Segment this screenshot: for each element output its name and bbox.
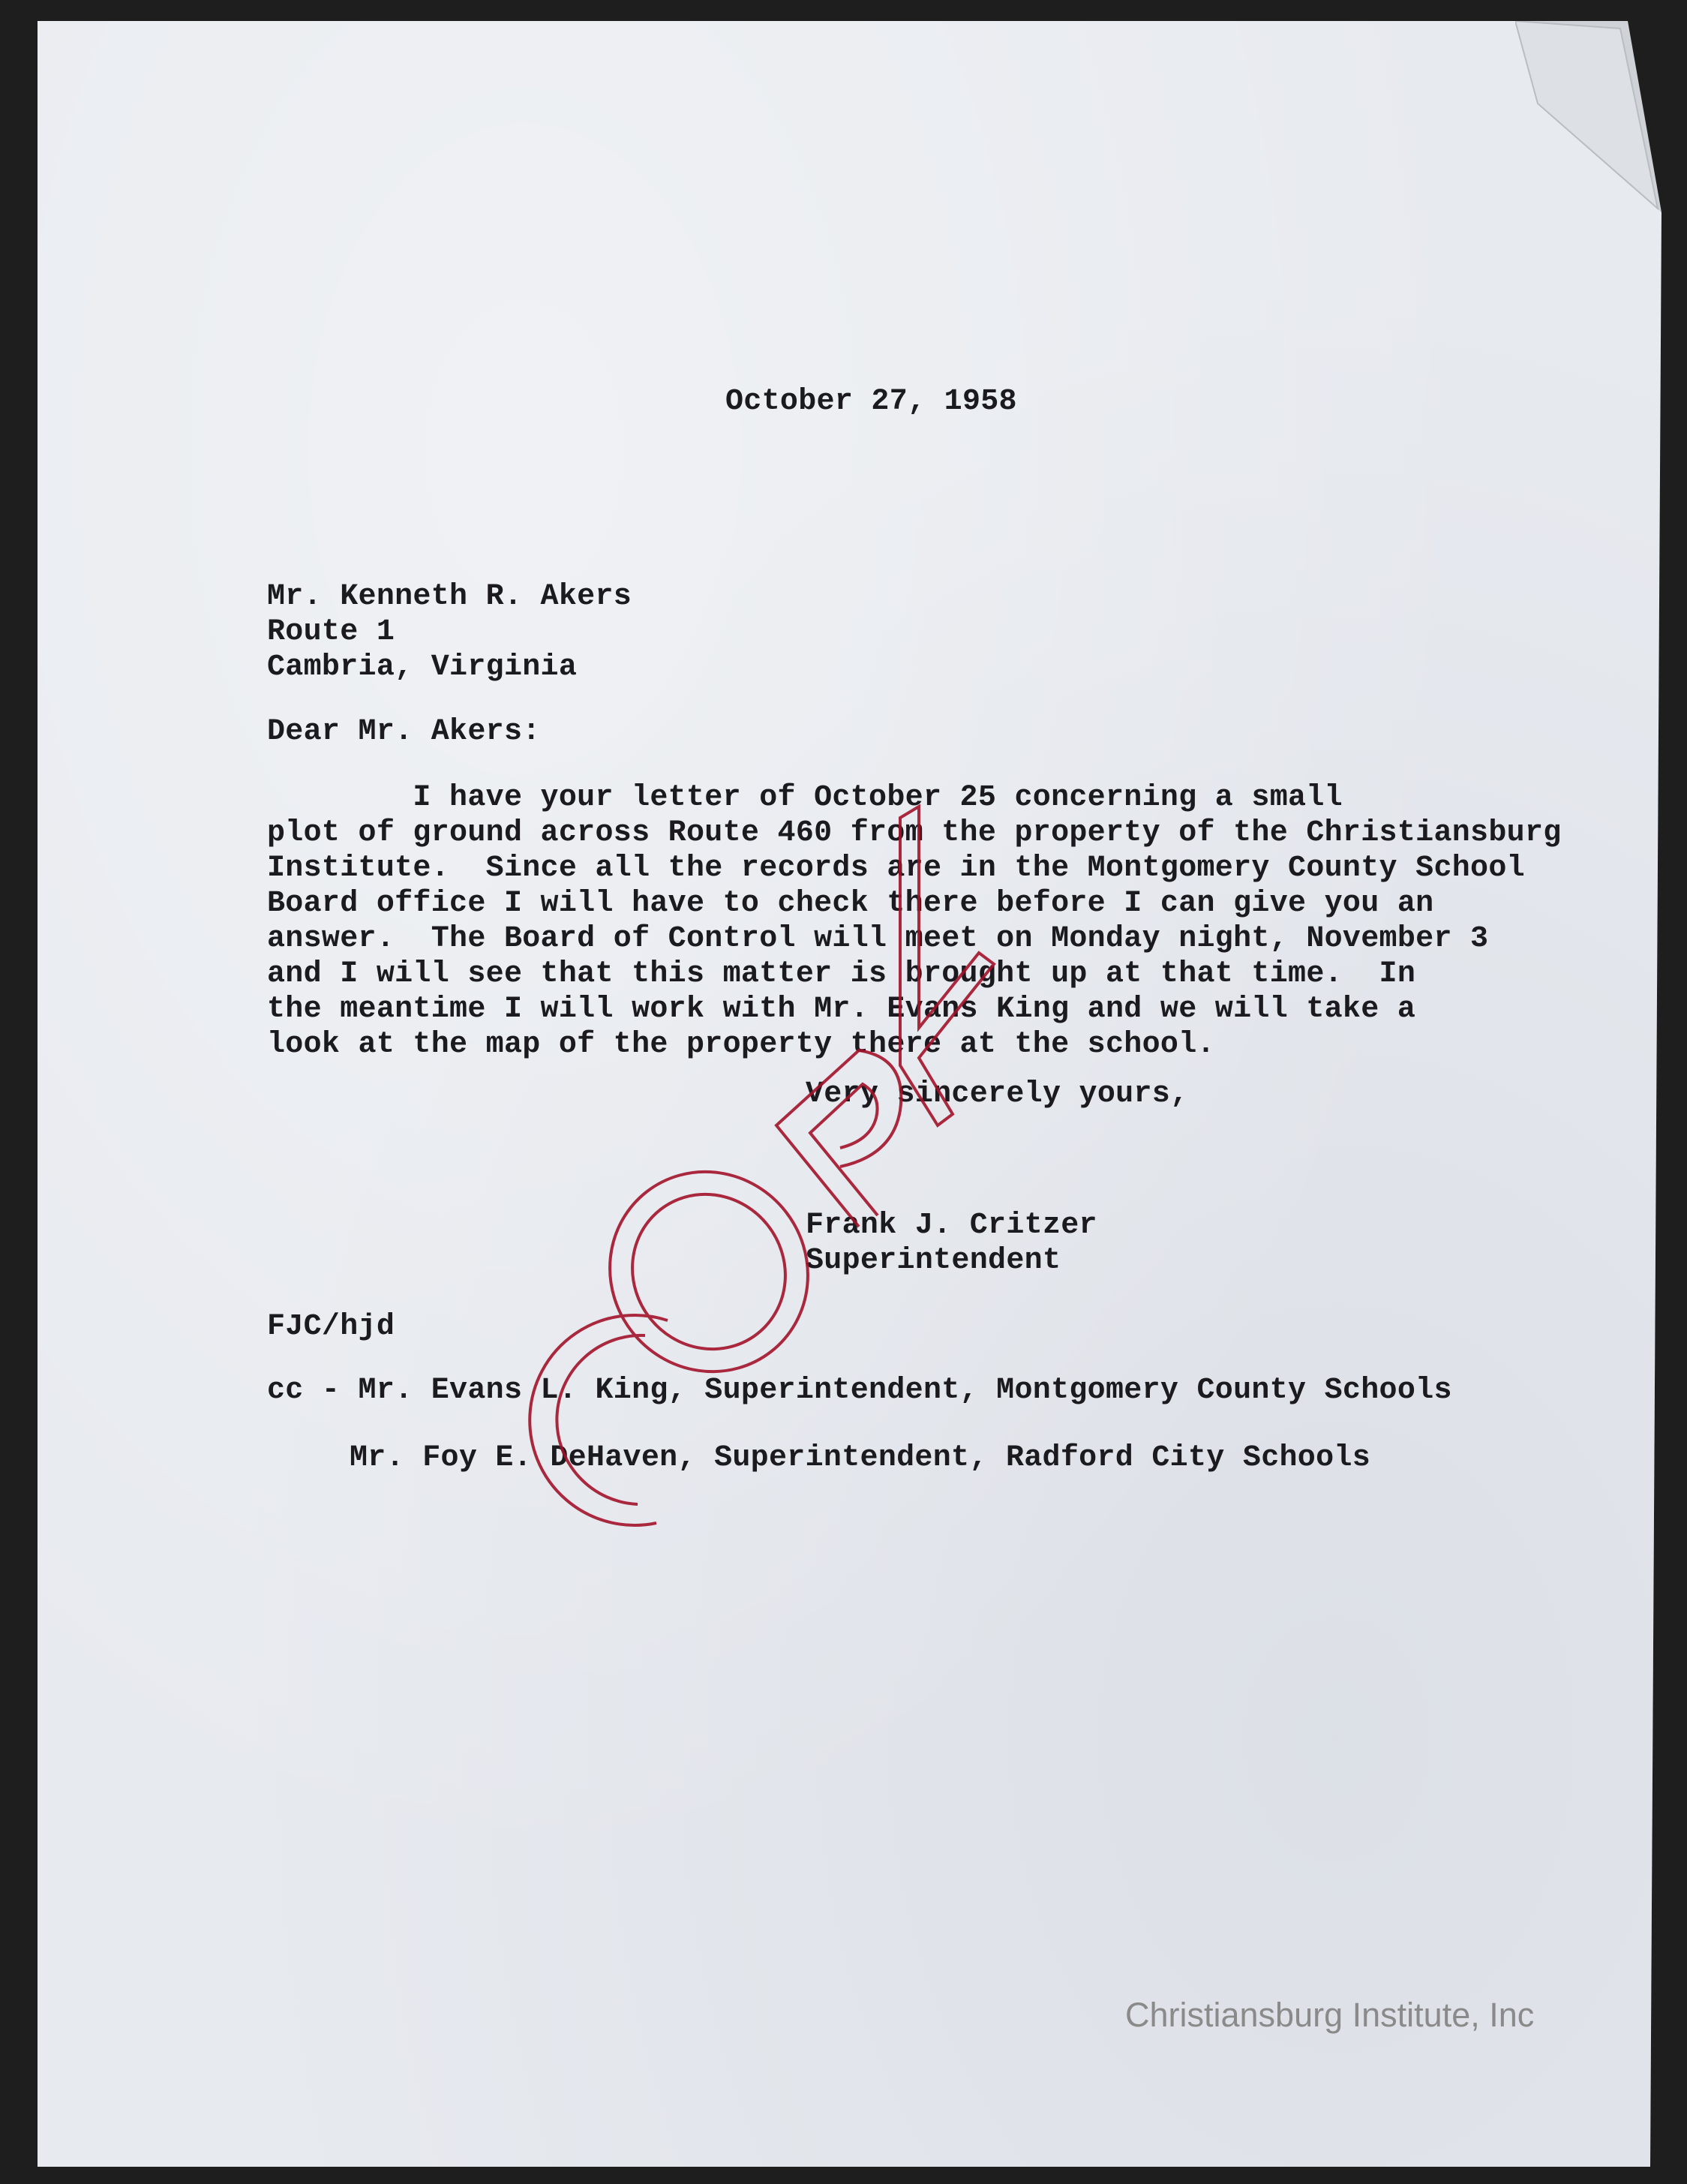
- recipient-address: [267, 579, 632, 685]
- stamp-letter-p: [776, 1050, 901, 1227]
- body-line: look at the map of the property there at the school.: [267, 1028, 1215, 1062]
- body-line: Board office I will have to check there before I can give you an: [267, 887, 1434, 921]
- stamp-letter-y: [900, 807, 994, 1125]
- signer-title: Superintendent: [806, 1244, 1061, 1278]
- folded-corner: [1515, 21, 1665, 216]
- stamp-letter-o: [569, 1132, 848, 1412]
- recipient-address-line2: Cambria, Virginia: [267, 650, 578, 684]
- salutation: Dear Mr. Akers:: [267, 715, 541, 749]
- body-line: Institute. Since all the records are in the Montgomery County School: [267, 852, 1525, 885]
- cc-line: cc - Mr. Evans L. King, Superintendent, Montgomery County Schools: [267, 1374, 1452, 1407]
- copy-stamp: [420, 705, 1170, 1606]
- body-line: I have your letter of October 25 concerning a small: [267, 781, 1343, 815]
- recipient-address-line1: Route 1: [267, 615, 395, 649]
- typist-initials: FJC/hjd: [267, 1310, 395, 1344]
- signer-name: Frank J. Critzer: [806, 1209, 1097, 1242]
- body-line: and I will see that this matter is brought up at that time. In: [267, 957, 1416, 991]
- body-line: answer. The Board of Control will meet on Monday night, November 3: [267, 922, 1489, 956]
- watermark: Christiansburg Institute, Inc: [1125, 1996, 1535, 2034]
- letter-date: October 27, 1958: [725, 385, 1017, 419]
- body-line: plot of ground across Route 460 from the property of the Christiansburg: [267, 816, 1562, 850]
- cc-line: Mr. Foy E. DeHaven, Superintendent, Radford City Schools: [350, 1441, 1371, 1475]
- body-line: the meantime I will work with Mr. Evans King and we will take a: [267, 993, 1416, 1026]
- complimentary-close: Very sincerely yours,: [806, 1077, 1189, 1111]
- recipient-name: Mr. Kenneth R. Akers: [267, 580, 632, 614]
